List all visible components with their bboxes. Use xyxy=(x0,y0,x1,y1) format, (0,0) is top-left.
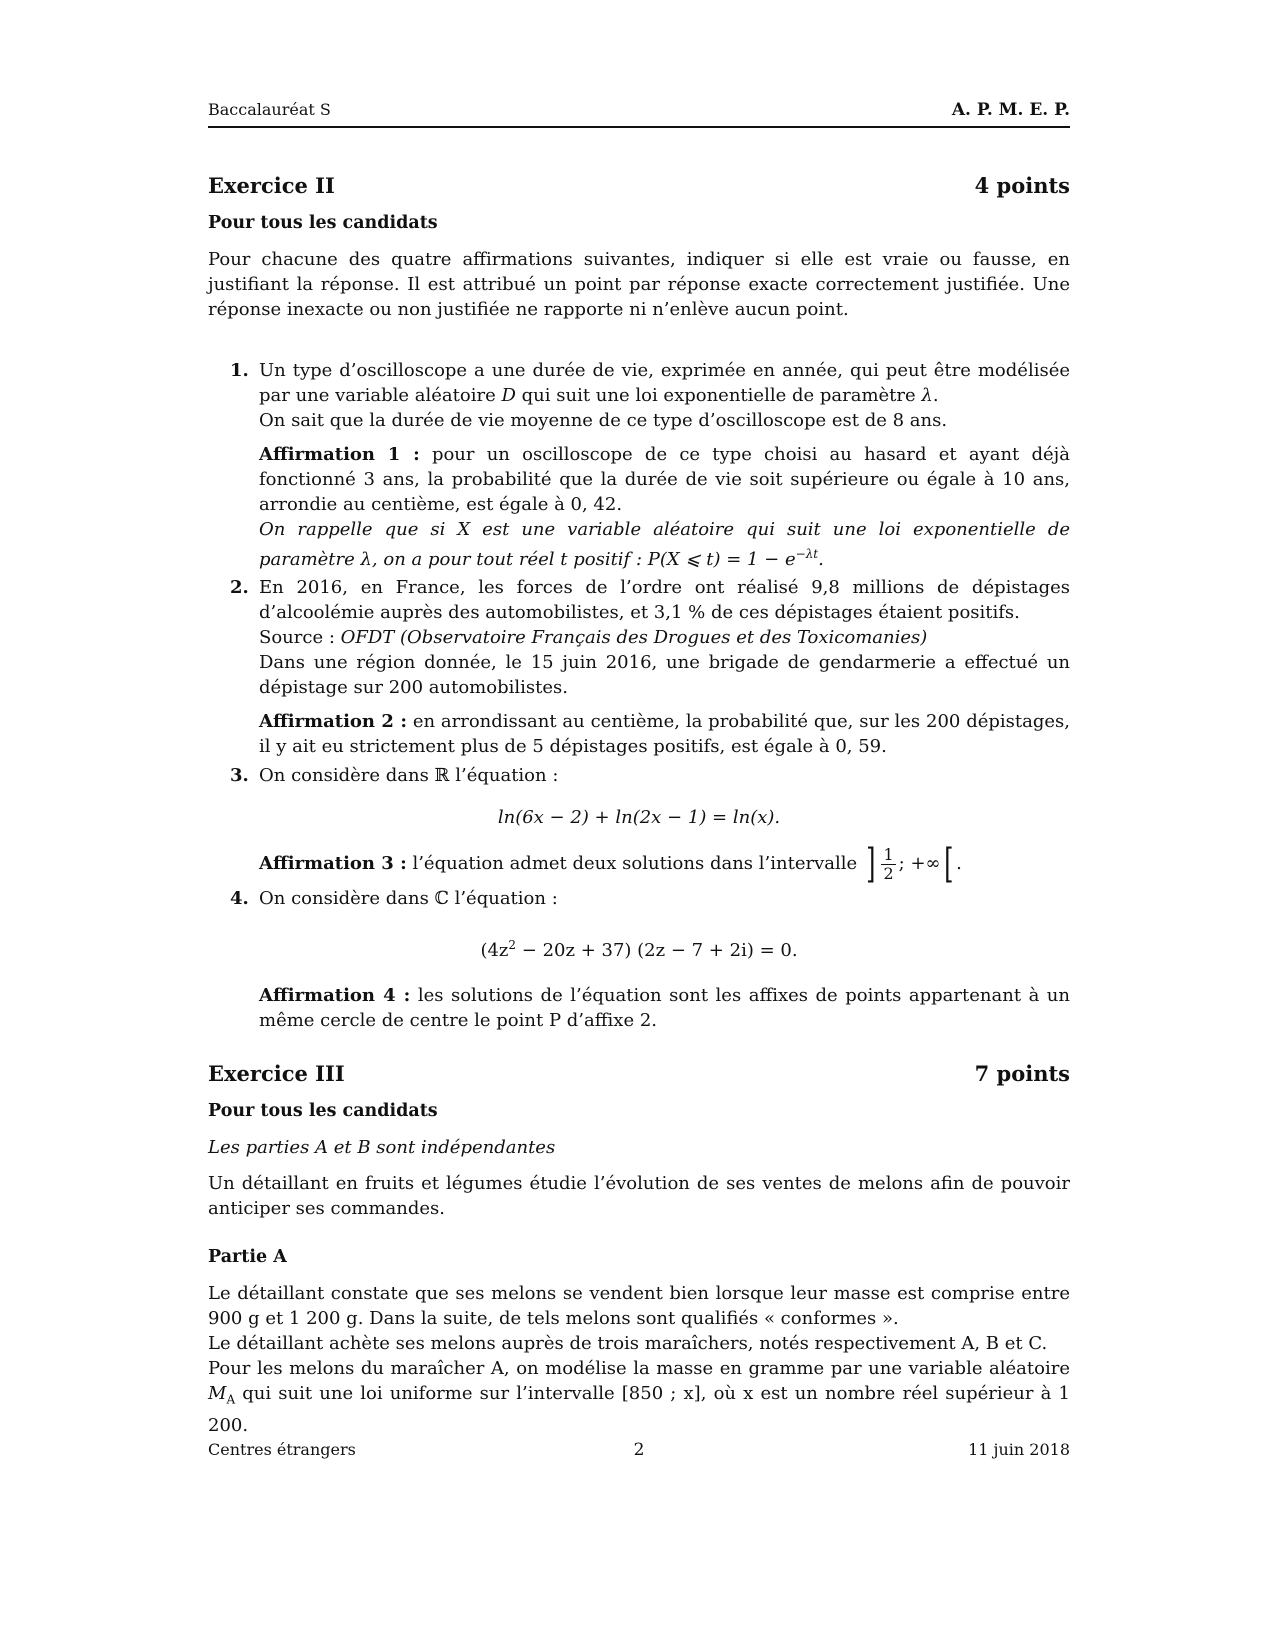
question-number: 3. xyxy=(230,765,249,786)
question-1-text-2: On sait que la durée de vie moyenne de ce type d’oscilloscope est de 8 ans. xyxy=(259,410,948,431)
header-left: Baccalauréat S xyxy=(208,100,331,119)
footer-right: 11 juin 2018 xyxy=(968,1440,1070,1459)
main-content xyxy=(208,172,1070,1438)
part-a-paragraph-2: Le détaillant achète ses melons auprès de trois maraîchers, notés respectivement A, B et C. xyxy=(208,1333,1048,1354)
affirmation-2: Affirmation 2 : en arrondissant au centième, la probabilité que, sur les 200 dépistages, il y ait eu strictement plus de 5 dépistages positifs, est égale à 0, 59. xyxy=(259,711,1070,757)
question-2-text: En 2016, en France, les forces de l’ordre ont réalisé 9,8 millions de dépistages d’alcoolémie auprès des automobilistes, et 3,1 % de ces dépistages étaient positifs. xyxy=(259,577,1070,623)
exercise-2-subtitle: Pour tous les candidats xyxy=(208,213,438,233)
question-4 xyxy=(208,886,1070,1033)
affirmation-1: Affirmation 1 : pour un oscilloscope de ce type choisi au hasard et ayant déjà fonctionné 3 ans, la probabilité que la durée de vie soit supérieure ou égale à 10 ans, arrondie au centième, est égale à 0, 42. xyxy=(259,444,1070,515)
page-number: 2 xyxy=(633,1440,645,1460)
question-3 xyxy=(208,763,1070,887)
question-2-text-2: Dans une région donnée, le 15 juin 2016, une brigade de gendarmerie a effectué un dépistage sur 200 automobilistes. xyxy=(259,652,1070,698)
exercise-3-intro: Un détaillant en fruits et légumes étudie l’évolution de ses ventes de melons afin de pouvoir anticiper ses commandes. xyxy=(208,1173,1070,1219)
question-number: 2. xyxy=(230,577,249,598)
exercise-2-title: Exercice II xyxy=(208,173,335,198)
exercise-3-note: Les parties A et B sont indépendantes xyxy=(208,1137,556,1158)
part-a-paragraph-1: Le détaillant constate que ses melons se vendent bien lorsque leur masse est comprise entre 900 g et 1 200 g. Dans la suite, de tels melons sont qualifiés « conformes ». xyxy=(208,1283,1070,1329)
question-number: 4. xyxy=(230,888,249,909)
exercise-2-questions xyxy=(208,358,1070,1033)
question-3-text: On considère dans ℝ l’équation : xyxy=(259,765,559,786)
fraction: $\frac{1}{2}$ xyxy=(883,844,894,883)
header-right: A. P. M. E. P. xyxy=(951,100,1070,120)
interval-bracket-right: [ xyxy=(943,841,954,887)
exercise-2-heading xyxy=(208,172,1070,200)
part-a-title: Partie A xyxy=(208,1247,287,1267)
recall-note: On rappelle que si X est une variable aléatoire qui suit une loi exponentielle de paramètre λ, on a pour tout réel t positif : P(X ⩽ $t) = 1 - e^{-\lambda t}$. xyxy=(259,519,1070,570)
part-a-paragraph-3: Pour les melons du maraîcher A, on modélise la masse en gramme par une variable aléatoire $M_A$ qui suit une loi uniforme sur l’intervalle [850 ; x], où x est un nombre réel supérieur à 1 200. xyxy=(208,1358,1070,1436)
question-1 xyxy=(208,358,1070,572)
question-1-text: Un type d’oscilloscope a une durée de vie, exprimée en année, qui peut être modélisée par une variable aléatoire D qui suit une loi exponentielle de paramètre λ. xyxy=(259,360,1070,406)
page xyxy=(208,0,1070,1650)
question-2 xyxy=(208,575,1070,759)
exercise-3-title: Exercice III xyxy=(208,1061,345,1086)
exercise-2-points: 4 points xyxy=(974,173,1070,198)
footer-left: Centres étrangers xyxy=(208,1440,356,1459)
question-2-source: Source : OFDT (Observatoire Français des Drogues et des Toxicomanies) xyxy=(259,627,928,648)
interval-bracket-left: ] xyxy=(865,841,876,887)
question-number: 1. xyxy=(230,360,249,381)
running-header xyxy=(208,100,1070,128)
exercise-3-heading xyxy=(208,1060,1070,1088)
question-4-text: On considère dans ℂ l’équation : xyxy=(259,888,558,909)
exercise-3-points: 7 points xyxy=(974,1061,1070,1086)
exercise-3-subtitle: Pour tous les candidats xyxy=(208,1101,438,1121)
equation-4: $(4z^2 - 20z + 37) (2z - 7 + 2i) = 0$. xyxy=(480,938,798,961)
affirmation-3: Affirmation 3 : l’équation admet deux solutions dans l’intervalle ] $\frac{1}{2}$ ; +∞[ . xyxy=(259,841,962,887)
equation-3: ln(6x − 2) + ln(2x − 1) = ln(x). xyxy=(497,807,781,828)
exercise-2-intro: Pour chacune des quatre affirmations suivantes, indiquer si elle est vraie ou fausse, en justifiant la réponse. Il est attribué un point par réponse exacte correctement justifiée. Une réponse inexacte ou non justifiée ne rapporte ni n’enlève aucun point. xyxy=(208,249,1070,320)
affirmation-4: Affirmation 4 : les solutions de l’équation sont les affixes de points appartenant à un même cercle de centre le point P d’affixe 2. xyxy=(259,985,1070,1031)
